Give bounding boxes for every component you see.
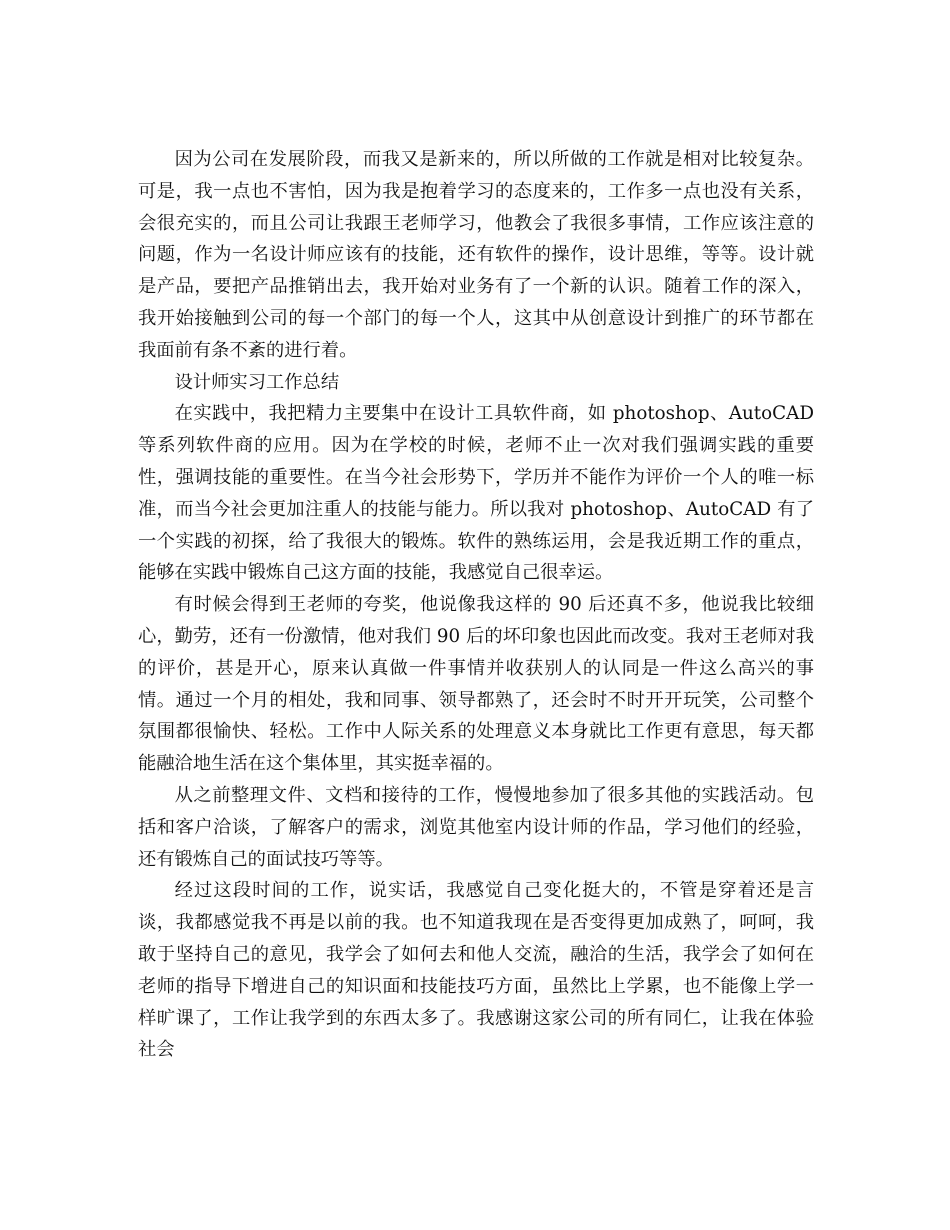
paragraph-software-practice: 在实践中，我把精力主要集中在设计工具软件商，如 photoshop、AutoCAD 等系列软件商的应用。因为在学校的时候，老师不止一次对我们强调实践的重要性，强调技能的重要性。在当今社会形势下，学历并不能作为评价一个人的唯一标准，而当今社会更加注重人的技能与能力。所以我对 photoshop、AutoCAD 有了一个实践的初探，给了我很大的锻炼。软件的熟练运用，会是我近期工作的重点，能够在实践中锻炼自己这方面的技能，我感觉自己很幸运。 [138, 403, 814, 584]
paragraph-teacher-praise: 有时候会得到王老师的夸奖，他说像我这样的 90 后还真不多，他说我比较细心，勤劳，还有一份激情，他对我们 90 后的坏印象也因此而改变。我对王老师对我的评价，甚是开心，原来认真做一件事情并收获别人的认同是一件这么高兴的事情。通过一个月的相处，我和同事、领导都熟了，还会时不时开开玩笑，公司整个氛围都很愉快、轻松。工作中人际关系的处理意义本身就比工作更有意思，每天都能融洽地生活在这个集体里，其实挺幸福的。 [138, 594, 814, 775]
section-heading: 设计师实习工作总结 [174, 371, 340, 393]
document-body [138, 144, 814, 1066]
paragraph-personal-growth: 经过这段时间的工作，说实话，我感觉自己变化挺大的，不管是穿着还是言谈，我都感觉我不再是以前的我。也不知道我现在是否变得更加成熟了，呵呵，我敢于坚持自己的意见，我学会了如何去和他人交流，融洽的生活，我学会了如何在老师的指导下增进自己的知识面和技能技巧方面，虽然比上学累，也不能像上学一样旷课了，工作让我学到的东西太多了。我感谢这家公司的所有同仁，让我在体验社会 [138, 880, 814, 1061]
paragraph-practice-activities: 从之前整理文件、文档和接待的工作，慢慢地参加了很多其他的实践活动。包括和客户洽谈，了解客户的需求，浏览其他室内设计师的作品，学习他们的经验，还有锻炼自己的面试技巧等等。 [138, 784, 814, 870]
paragraph-company-work: 因为公司在发展阶段，而我又是新来的，所以所做的工作就是相对比较复杂。可是，我一点也不害怕，因为我是抱着学习的态度来的，工作多一点也没有关系，会很充实的，而且公司让我跟王老师学习，他教会了我很多事情，工作应该注意的问题，作为一名设计师应该有的技能，还有软件的操作，设计思维，等等。设计就是产品，要把产品推销出去，我开始对业务有了一个新的认识。随着工作的深入，我开始接触到公司的每一个部门的每一个人，这其中从创意设计到推广的环节都在我面前有条不紊的进行着。 [138, 149, 814, 361]
